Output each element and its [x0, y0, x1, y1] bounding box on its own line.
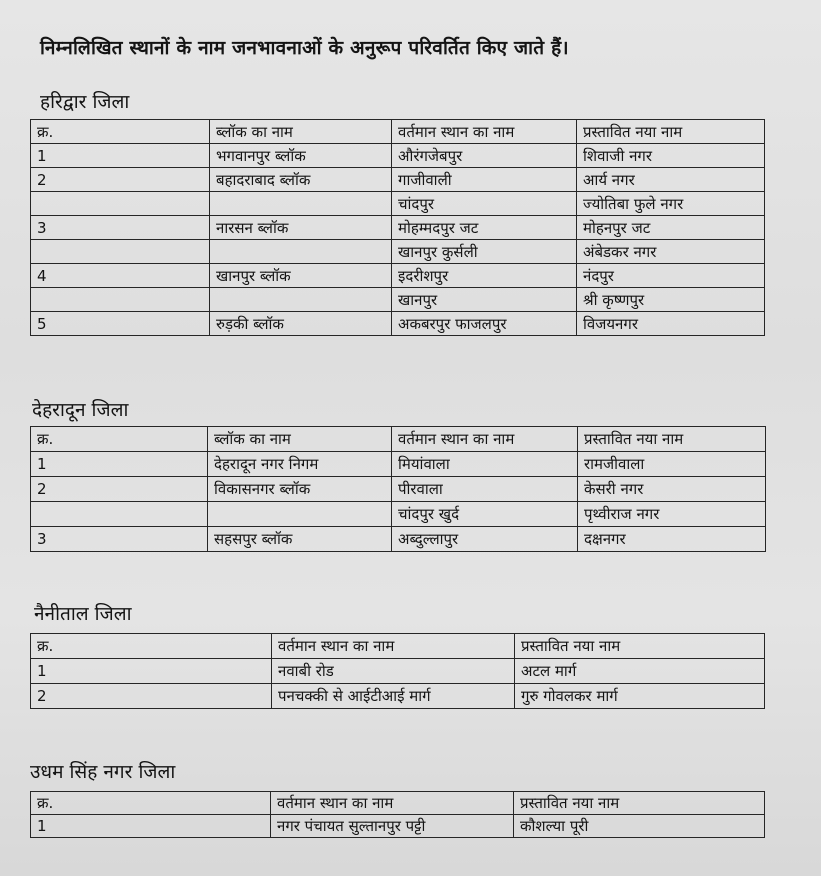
- table-cell: गुरु गोवलकर मार्ग: [515, 684, 765, 709]
- table-cell: नवाबी रोड: [272, 659, 515, 684]
- table-header-cell: क्र.: [31, 427, 208, 452]
- table-cell: सहसपुर ब्लॉक: [208, 527, 392, 552]
- udham-table: [30, 791, 765, 838]
- table-cell: औरंगजेबपुर: [392, 144, 577, 168]
- table-cell: 1: [31, 659, 272, 684]
- table-row: [31, 144, 765, 168]
- table-row: [31, 312, 765, 336]
- table-cell: रुड़की ब्लॉक: [210, 312, 392, 336]
- table-cell: [208, 502, 392, 527]
- table-header-cell: प्रस्तावित नया नाम: [514, 792, 765, 815]
- table-cell: भगवानपुर ब्लॉक: [210, 144, 392, 168]
- table-cell: [210, 192, 392, 216]
- table-cell: चांदपुर: [392, 192, 577, 216]
- table-cell: खानपुर: [392, 288, 577, 312]
- table-cell: बहादराबाद ब्लॉक: [210, 168, 392, 192]
- table-cell: श्री कृष्णपुर: [577, 288, 765, 312]
- table-cell: कौशल्या पूरी: [514, 815, 765, 838]
- table-header-cell: प्रस्तावित नया नाम: [578, 427, 766, 452]
- table-cell: गाजीवाली: [392, 168, 577, 192]
- table-cell: पनचक्की से आईटीआई मार्ग: [272, 684, 515, 709]
- nainital-table: [30, 633, 765, 709]
- table-row: [31, 659, 765, 684]
- table-header-row: [31, 120, 765, 144]
- table-cell: 5: [31, 312, 210, 336]
- table-header-row: [31, 792, 765, 815]
- table-cell: अटल मार्ग: [515, 659, 765, 684]
- table-cell: खानपुर ब्लॉक: [210, 264, 392, 288]
- table-header-cell: वर्तमान स्थान का नाम: [392, 427, 578, 452]
- table-cell: रामजीवाला: [578, 452, 766, 477]
- table-cell: नारसन ब्लॉक: [210, 216, 392, 240]
- table-cell: 3: [31, 216, 210, 240]
- table-header-cell: ब्लॉक का नाम: [208, 427, 392, 452]
- table-cell: अंबेडकर नगर: [577, 240, 765, 264]
- table-cell: 2: [31, 168, 210, 192]
- table-row: [31, 452, 766, 477]
- table-header-cell: क्र.: [31, 634, 272, 659]
- haridwar-table-body: [31, 120, 765, 336]
- table-cell: 4: [31, 264, 210, 288]
- table-row: [31, 684, 765, 709]
- table-row: [31, 288, 765, 312]
- table-cell: [31, 502, 208, 527]
- udham-table-body: [31, 792, 765, 838]
- udham-district-title: उधम सिंह नगर जिला: [30, 761, 176, 783]
- table-cell: पीरवाला: [392, 477, 578, 502]
- table-cell: इदरीशपुर: [392, 264, 577, 288]
- table-cell: ज्योतिबा फुले नगर: [577, 192, 765, 216]
- table-header-cell: वर्तमान स्थान का नाम: [392, 120, 577, 144]
- table-header-row: [31, 634, 765, 659]
- table-row: [31, 264, 765, 288]
- dehradun-table: [30, 426, 766, 552]
- table-cell: दक्षनगर: [578, 527, 766, 552]
- nainital-district-title: नैनीताल जिला: [34, 603, 132, 625]
- table-row: [31, 216, 765, 240]
- table-header-cell: वर्तमान स्थान का नाम: [272, 634, 515, 659]
- table-cell: केसरी नगर: [578, 477, 766, 502]
- nainital-table-body: [31, 634, 765, 709]
- table-cell: [210, 240, 392, 264]
- table-cell: 1: [31, 815, 271, 838]
- table-row: [31, 815, 765, 838]
- table-cell: आर्य नगर: [577, 168, 765, 192]
- dehradun-table-body: [31, 427, 766, 552]
- table-cell: मोहम्मदपुर जट: [392, 216, 577, 240]
- dehradun-district-title: देहरादून जिला: [32, 399, 129, 421]
- table-row: [31, 477, 766, 502]
- table-row: [31, 502, 766, 527]
- table-row: [31, 240, 765, 264]
- table-header-row: [31, 427, 766, 452]
- table-header-cell: ब्लॉक का नाम: [210, 120, 392, 144]
- table-cell: 2: [31, 477, 208, 502]
- table-header-cell: प्रस्तावित नया नाम: [577, 120, 765, 144]
- table-cell: 1: [31, 144, 210, 168]
- table-cell: नगर पंचायत सुल्तानपुर पट्टी: [271, 815, 514, 838]
- table-cell: 1: [31, 452, 208, 477]
- table-cell: [31, 288, 210, 312]
- table-cell: पृथ्वीराज नगर: [578, 502, 766, 527]
- table-cell: अब्दुल्लापुर: [392, 527, 578, 552]
- table-row: [31, 527, 766, 552]
- table-cell: [31, 192, 210, 216]
- table-cell: शिवाजी नगर: [577, 144, 765, 168]
- table-cell: विकासनगर ब्लॉक: [208, 477, 392, 502]
- table-header-cell: क्र.: [31, 120, 210, 144]
- table-cell: नंदपुर: [577, 264, 765, 288]
- table-cell: 3: [31, 527, 208, 552]
- table-cell: [31, 240, 210, 264]
- table-cell: देहरादून नगर निगम: [208, 452, 392, 477]
- table-cell: 2: [31, 684, 272, 709]
- haridwar-district-title: हरिद्वार जिला: [40, 91, 130, 113]
- page-heading: निम्नलिखित स्थानों के नाम जनभावनाओं के अनुरूप परिवर्तित किए जाते हैं।: [40, 37, 569, 59]
- table-cell: मोहनपुर जट: [577, 216, 765, 240]
- table-cell: विजयनगर: [577, 312, 765, 336]
- table-row: [31, 192, 765, 216]
- table-header-cell: प्रस्तावित नया नाम: [515, 634, 765, 659]
- haridwar-table: [30, 119, 765, 336]
- table-cell: अकबरपुर फाजलपुर: [392, 312, 577, 336]
- table-cell: खानपुर कुर्सली: [392, 240, 577, 264]
- table-header-cell: क्र.: [31, 792, 271, 815]
- table-cell: [210, 288, 392, 312]
- table-row: [31, 168, 765, 192]
- table-header-cell: वर्तमान स्थान का नाम: [271, 792, 514, 815]
- table-cell: मियांवाला: [392, 452, 578, 477]
- table-cell: चांदपुर खुर्द: [392, 502, 578, 527]
